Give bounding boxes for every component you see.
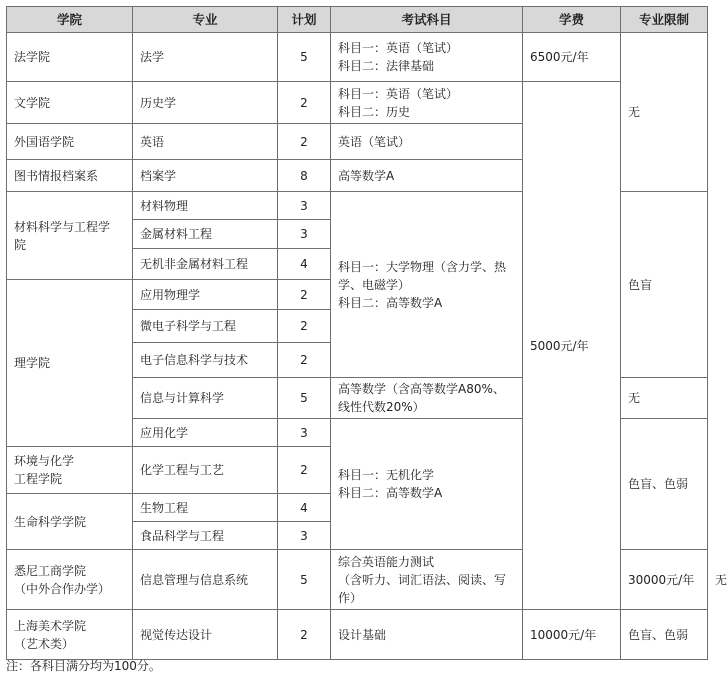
plan-cell: 8 bbox=[278, 160, 331, 192]
plan-cell: 2 bbox=[278, 343, 331, 378]
fee-cell: 6500元/年 bbox=[523, 33, 621, 82]
exam-line: 科目二：高等数学A bbox=[338, 295, 443, 310]
restriction-cell: 色盲 bbox=[621, 192, 708, 378]
plan-cell: 4 bbox=[278, 494, 331, 522]
restriction-cell: 色盲、色弱 bbox=[621, 610, 708, 660]
exam-cell bbox=[331, 419, 523, 550]
college-cell: 文学院 bbox=[7, 82, 133, 124]
college-cell: 理学院 bbox=[7, 280, 133, 447]
fee-cell: 5000元/年 bbox=[523, 82, 621, 610]
table-row bbox=[7, 610, 708, 660]
exam-line: 综合英语能力测试 bbox=[338, 554, 435, 569]
plan-cell: 2 bbox=[278, 610, 331, 660]
exam-cell bbox=[331, 33, 523, 82]
college-cell bbox=[7, 610, 133, 660]
college-cell: 生命科学学院 bbox=[7, 494, 133, 550]
footnote: 注：各科目满分均为100分。 bbox=[6, 659, 161, 673]
exam-cell bbox=[331, 192, 523, 378]
exam-line: 学、电磁学） bbox=[338, 277, 411, 292]
plan-cell: 4 bbox=[278, 249, 331, 280]
major-cell: 电子信息科学与技术 bbox=[133, 343, 278, 378]
plan-cell: 2 bbox=[278, 82, 331, 124]
major-cell: 金属材料工程 bbox=[133, 220, 278, 249]
college-line: 上海美术学院 bbox=[14, 618, 87, 633]
plan-cell: 3 bbox=[278, 419, 331, 447]
major-cell: 英语 bbox=[133, 124, 278, 160]
header-fee: 学费 bbox=[523, 7, 621, 33]
college-line: 院 bbox=[14, 237, 27, 252]
exam-cell: 高等数学A bbox=[331, 160, 523, 192]
major-cell: 视觉传达设计 bbox=[133, 610, 278, 660]
restriction-cell: 无 bbox=[621, 33, 708, 192]
plan-cell: 3 bbox=[278, 220, 331, 249]
college-cell: 外国语学院 bbox=[7, 124, 133, 160]
college-cell bbox=[7, 192, 133, 280]
major-cell: 档案学 bbox=[133, 160, 278, 192]
major-cell: 食品科学与工程 bbox=[133, 522, 278, 550]
major-cell: 化学工程与工艺 bbox=[133, 447, 278, 494]
fee-cell: 10000元/年 bbox=[523, 610, 621, 660]
fee-cell: 30000元/年 bbox=[621, 550, 708, 610]
college-line: （艺术类） bbox=[14, 636, 75, 651]
major-cell: 无机非金属材料工程 bbox=[133, 249, 278, 280]
exam-line: 线性代数20%） bbox=[338, 400, 425, 414]
exam-line: 高等数学（含高等数学A80%、 bbox=[338, 382, 505, 396]
plan-cell: 5 bbox=[278, 378, 331, 419]
major-cell: 信息管理与信息系统 bbox=[133, 550, 278, 610]
restriction-cell: 无 bbox=[621, 378, 708, 419]
table-row bbox=[7, 33, 708, 82]
header-college: 学院 bbox=[7, 7, 133, 33]
college-line: 材料科学与工程学 bbox=[14, 219, 111, 234]
header-plan: 计划 bbox=[278, 7, 331, 33]
exam-line: 科目一：英语（笔试） bbox=[338, 86, 459, 101]
header-row bbox=[7, 7, 708, 33]
exam-line: （含听力、词汇语法、阅读、写 bbox=[338, 572, 507, 587]
plan-cell: 2 bbox=[278, 280, 331, 310]
college-cell bbox=[7, 447, 133, 494]
exam-line: 科目二：历史 bbox=[338, 104, 411, 119]
exam-cell: 英语（笔试） bbox=[331, 124, 523, 160]
exam-line: 科目二：高等数学A bbox=[338, 486, 443, 500]
exam-cell: 设计基础 bbox=[331, 610, 523, 660]
exam-cell bbox=[331, 550, 523, 610]
plan-cell: 3 bbox=[278, 522, 331, 550]
major-cell: 信息与计算科学 bbox=[133, 378, 278, 419]
exam-line: 作） bbox=[338, 590, 363, 605]
restriction-cell: 色盲、色弱 bbox=[621, 419, 708, 550]
header-restriction: 专业限制 bbox=[621, 7, 708, 33]
plan-cell: 2 bbox=[278, 310, 331, 343]
plan-cell: 3 bbox=[278, 192, 331, 220]
exam-line: 科目二：法律基础 bbox=[338, 59, 435, 73]
plan-cell: 2 bbox=[278, 124, 331, 160]
table-row: 悉尼工商学院 （中外合作办学） 信息管理与信息系统 5 综合英语能力测试 （含听力、词汇语法、阅读、写 作） 30000元/年 无 bbox=[7, 550, 708, 610]
exam-line: 科目一：大学物理（含力学、热 bbox=[338, 259, 507, 274]
college-line: 工程学院 bbox=[14, 472, 63, 486]
exam-cell bbox=[331, 378, 523, 419]
plan-cell: 2 bbox=[278, 447, 331, 494]
major-cell: 应用化学 bbox=[133, 419, 278, 447]
table-row bbox=[7, 82, 708, 124]
major-cell: 法学 bbox=[133, 33, 278, 82]
header-major: 专业 bbox=[133, 7, 278, 33]
header-exam: 考试科目 bbox=[331, 7, 523, 33]
college-line: 悉尼工商学院 bbox=[14, 563, 87, 578]
college-cell: 图书情报档案系 bbox=[7, 160, 133, 192]
admission-table bbox=[6, 6, 727, 660]
exam-line: 科目一：英语（笔试） bbox=[338, 41, 459, 55]
college-line: （中外合作办学） bbox=[14, 581, 111, 596]
plan-cell: 5 bbox=[278, 550, 331, 610]
major-cell: 应用物理学 bbox=[133, 280, 278, 310]
major-cell: 材料物理 bbox=[133, 192, 278, 220]
college-cell: 法学院 bbox=[7, 33, 133, 82]
major-cell: 生物工程 bbox=[133, 494, 278, 522]
plan-cell: 5 bbox=[278, 33, 331, 82]
major-cell: 微电子科学与工程 bbox=[133, 310, 278, 343]
exam-line: 科目一：无机化学 bbox=[338, 468, 435, 482]
college-cell bbox=[7, 550, 133, 610]
exam-cell bbox=[331, 82, 523, 124]
major-cell: 历史学 bbox=[133, 82, 278, 124]
college-line: 环境与化学 bbox=[14, 454, 75, 468]
